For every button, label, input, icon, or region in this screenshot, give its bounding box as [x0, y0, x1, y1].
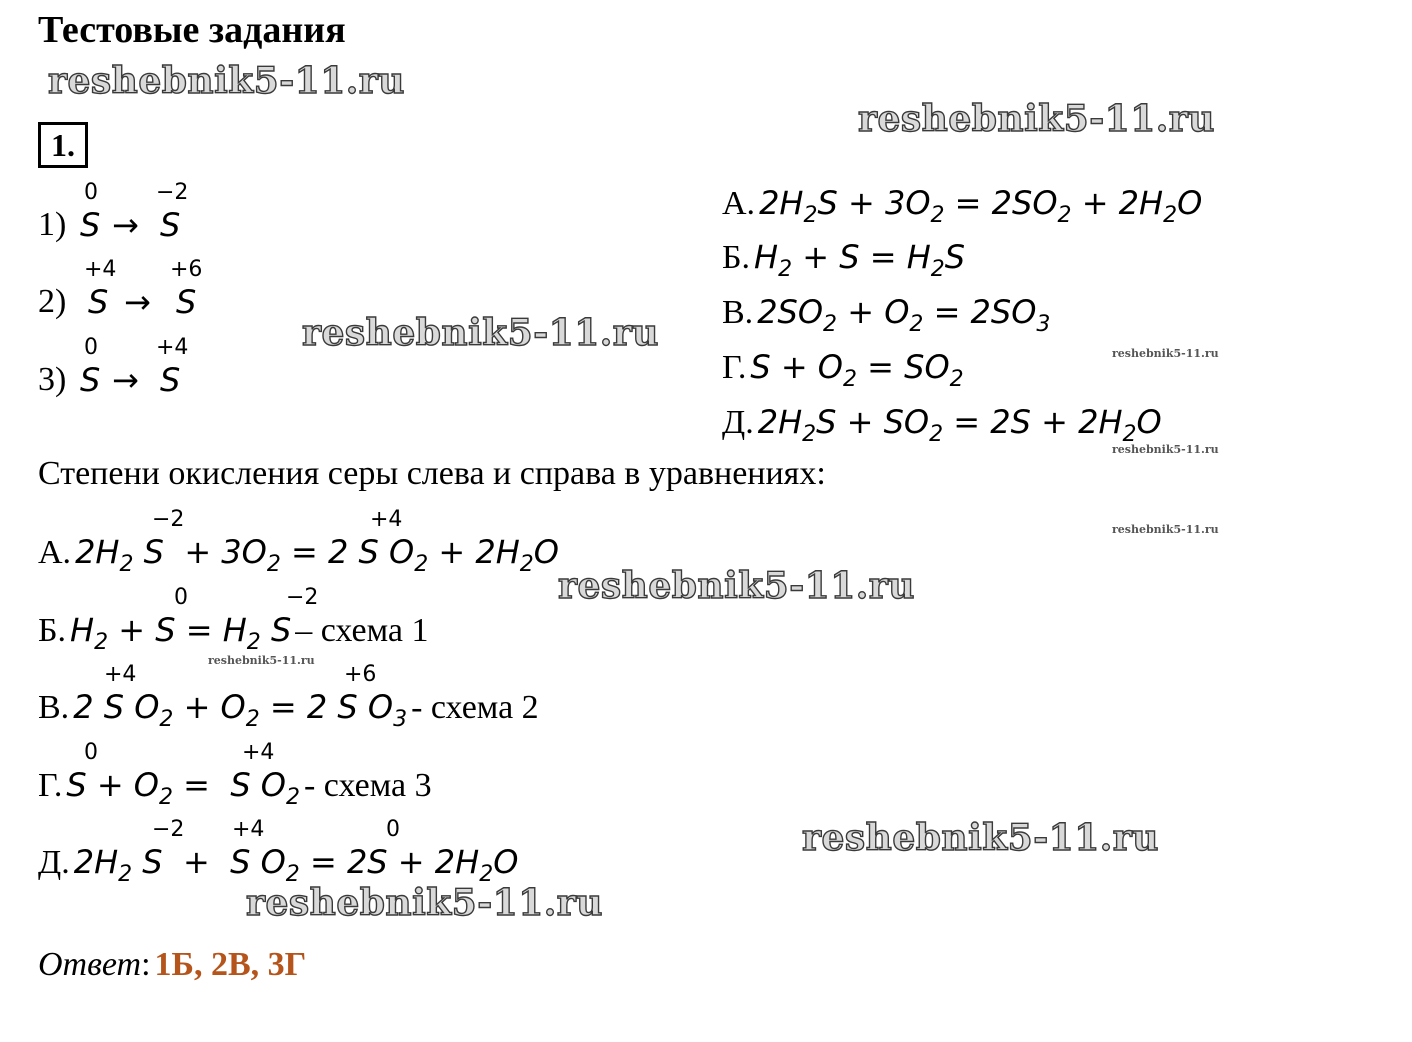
- oxidation-state: 0: [84, 335, 98, 360]
- answer-value: 1Б, 2В, 3Г: [154, 946, 307, 983]
- arrow: →: [112, 361, 139, 399]
- answer-label: Ответ: [38, 946, 142, 983]
- watermark: reshebnik5-11.ru: [246, 882, 603, 924]
- oxidation-state: +4: [242, 740, 275, 765]
- oxidation-state: +4: [232, 817, 265, 842]
- annotated-reaction-a: А. $2H_2$ $S + 3O_2 = 2$ S $O_2 + 2H_2O$: [38, 533, 559, 577]
- annotated-reaction-g: Г. $S + O_2 = S$ $O_2$ - схема 3: [38, 766, 432, 810]
- schema-note: - схема 2: [411, 689, 539, 726]
- watermark: reshebnik5-11.ru: [558, 565, 915, 607]
- arrow: →: [112, 206, 139, 244]
- watermark-small: reshebnik5-11.ru: [1112, 523, 1219, 536]
- annotated-reaction-v: В. 2 S $O_2 + O_2 = 2$ S $O_3$ - схема 2: [38, 688, 539, 732]
- element-symbol: S: [176, 283, 197, 321]
- reaction-label: Б.: [38, 612, 67, 649]
- reaction-label: А.: [38, 534, 72, 571]
- page-title: Тестовые задания: [38, 9, 346, 51]
- reaction-g: Г. $S + O_2 = SO_2$: [722, 348, 964, 392]
- watermark: reshebnik5-11.ru: [802, 817, 1159, 859]
- scheme-label: 3): [38, 361, 67, 398]
- oxidation-state: +6: [170, 257, 203, 282]
- reaction-b: Б. $H_2 + S = H_2S$: [722, 238, 966, 282]
- schema-note: - схема 3: [303, 767, 432, 804]
- annotated-reaction-b: Б. $H_2 + S = H_2$ S – схема 1: [38, 611, 429, 655]
- oxidation-state: +4: [156, 335, 189, 360]
- oxidation-state: 0: [84, 180, 98, 205]
- reaction-v: В. $2SO_2 + O_2 = 2SO_3$: [722, 293, 1051, 337]
- element-symbol: S: [80, 361, 101, 399]
- oxidation-state: 0: [386, 817, 400, 842]
- reaction-d: Д. $2H_2S + SO_2 = 2S + 2H_2O$: [722, 403, 1162, 447]
- oxidation-state: −2: [156, 180, 189, 205]
- oxidation-state: −2: [152, 507, 185, 532]
- task-number: 1.: [38, 122, 88, 168]
- reaction-label: А.: [722, 185, 756, 222]
- reaction-label: Г.: [38, 767, 63, 804]
- oxidation-state: +4: [370, 507, 403, 532]
- explanation-text: Степени окисления серы слева и справа в уравнениях:: [38, 455, 826, 492]
- element-symbol: S: [160, 206, 181, 244]
- reaction-label: Г.: [722, 349, 747, 386]
- element-symbol: S: [80, 206, 101, 244]
- element-symbol: S: [160, 361, 181, 399]
- oxidation-state: 0: [84, 740, 98, 765]
- oxidation-state: −2: [286, 585, 319, 610]
- reaction-label: Д.: [722, 404, 754, 441]
- oxidation-state: +4: [84, 257, 117, 282]
- answer-colon: :: [141, 946, 151, 983]
- reaction-label: Д.: [38, 844, 70, 881]
- scheme-label: 1): [38, 206, 67, 243]
- reaction-label: Б.: [722, 239, 751, 276]
- scheme-label: 2): [38, 283, 67, 320]
- watermark: reshebnik5-11.ru: [48, 60, 405, 102]
- element-symbol: S: [88, 283, 109, 321]
- oxidation-state: +6: [344, 662, 377, 687]
- arrow: →: [124, 283, 151, 321]
- annotated-reaction-d: Д. $2H_2$ S + S $O_2 = 2S + 2H_2O$: [38, 843, 519, 887]
- schema-note: – схема 1: [295, 612, 429, 649]
- oxidation-state: −2: [152, 817, 185, 842]
- oxidation-state: 0: [174, 585, 188, 610]
- reaction-label: В.: [38, 689, 70, 726]
- watermark: reshebnik5-11.ru: [858, 98, 1215, 140]
- reaction-a: А. $2H_2S + 3O_2 = 2SO_2 + 2H_2O$: [722, 184, 1203, 228]
- watermark: reshebnik5-11.ru: [302, 312, 659, 354]
- watermark-small: reshebnik5-11.ru: [208, 654, 315, 667]
- reaction-label: В.: [722, 294, 754, 331]
- oxidation-state: +4: [104, 662, 137, 687]
- answer: [38, 946, 306, 984]
- watermark-small: reshebnik5-11.ru: [1112, 347, 1219, 360]
- watermark-small: reshebnik5-11.ru: [1112, 443, 1219, 456]
